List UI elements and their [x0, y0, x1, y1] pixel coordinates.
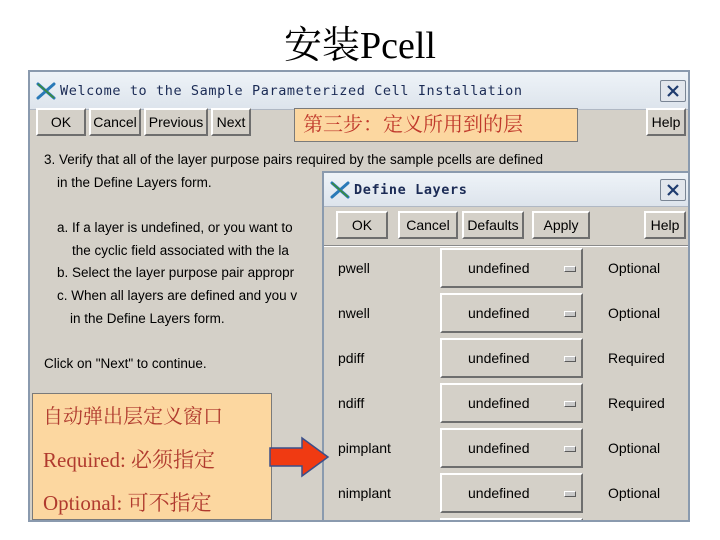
window-title: Welcome to the Sample Parameterized Cell Installation	[60, 83, 523, 99]
option-menu-icon	[564, 311, 576, 317]
layer-row-pwell	[324, 248, 688, 293]
window-close-button[interactable]	[660, 80, 686, 102]
layer-name: nwell	[338, 305, 370, 321]
layer-name: pdiff	[338, 350, 365, 366]
layer-row-pimplant	[324, 428, 688, 473]
cadence-x-icon	[36, 82, 56, 100]
note-optional-line: Optional: 可不指定	[43, 491, 212, 515]
ok-button[interactable]: OK	[36, 108, 86, 136]
layer-requirement: Optional	[608, 440, 661, 456]
define-layers-dialog	[322, 171, 690, 522]
layer-value-menu[interactable]	[440, 248, 583, 288]
dialog-defaults-button[interactable]: Defaults	[462, 211, 524, 239]
layer-row-nimplant	[324, 473, 688, 518]
next-button[interactable]: Next	[211, 108, 251, 136]
layer-name: ndiff	[338, 395, 365, 411]
cancel-button[interactable]: Cancel	[89, 108, 141, 136]
layer-value: undefined	[468, 440, 530, 456]
layer-value-menu-partial[interactable]	[440, 518, 583, 522]
instruction-c-cont: in the Define Layers form.	[70, 311, 225, 326]
layer-value: undefined	[468, 305, 530, 321]
layer-value-menu[interactable]	[440, 473, 583, 513]
instruction-a: a. If a layer is undefined, or you want to	[57, 220, 293, 235]
window-titlebar	[30, 72, 688, 110]
layer-row-nwell	[324, 293, 688, 338]
dialog-ok-button[interactable]: OK	[336, 211, 388, 239]
option-menu-icon	[564, 491, 576, 497]
option-menu-icon	[564, 446, 576, 452]
instruction-step3-cont: in the Define Layers form.	[57, 175, 212, 190]
layer-requirement: Optional	[608, 305, 661, 321]
dialog-cancel-button[interactable]: Cancel	[398, 211, 458, 239]
layer-value-menu[interactable]	[440, 383, 583, 423]
layer-value: undefined	[468, 350, 530, 366]
dialog-title: Define Layers	[354, 182, 468, 198]
layer-requirement: Optional	[608, 485, 661, 501]
dialog-apply-button[interactable]: Apply	[532, 211, 590, 239]
layer-value-menu[interactable]	[440, 293, 583, 333]
option-menu-icon	[564, 266, 576, 272]
layer-value: undefined	[468, 485, 530, 501]
cadence-x-icon	[330, 181, 350, 199]
previous-button[interactable]: Previous	[144, 108, 208, 136]
close-icon	[666, 183, 680, 197]
instruction-b: b. Select the layer purpose pair appropr	[57, 265, 295, 280]
layer-value-menu[interactable]	[440, 428, 583, 468]
dialog-help-button[interactable]: Help	[644, 211, 686, 239]
note-popup-line: 自动弹出层定义窗口	[43, 406, 223, 428]
slide-title: 安装Pcell	[284, 25, 436, 67]
layer-value: undefined	[468, 395, 530, 411]
layer-requirement: Optional	[608, 260, 661, 276]
step-label: 第三步：定义所用到的层	[294, 108, 578, 142]
instruction-c: c. When all layers are defined and you v	[57, 288, 298, 303]
note-required-line: Required: 必须指定	[43, 448, 216, 472]
layer-name: pimplant	[338, 440, 391, 456]
dialog-close-button[interactable]	[660, 179, 686, 201]
red-arrow-icon	[268, 436, 330, 478]
dialog-titlebar	[324, 173, 688, 207]
option-menu-icon	[564, 401, 576, 407]
layer-name: nimplant	[338, 485, 391, 501]
note-callout	[32, 393, 272, 520]
layer-value: undefined	[468, 260, 530, 276]
layer-row-pdiff	[324, 338, 688, 383]
layer-requirement: Required	[608, 395, 665, 411]
help-button[interactable]: Help	[646, 108, 686, 136]
layer-row-ndiff	[324, 383, 688, 428]
layer-value-menu[interactable]	[440, 338, 583, 378]
instruction-a-cont: the cyclic field associated with the la	[72, 243, 289, 258]
layer-requirement: Required	[608, 350, 665, 366]
dialog-separator	[324, 245, 688, 247]
option-menu-icon	[564, 356, 576, 362]
instruction-step3: 3. Verify that all of the layer purpose pairs required by the sample pcells are defined	[44, 152, 544, 167]
instruction-next: Click on "Next" to continue.	[44, 356, 207, 371]
layer-name: pwell	[338, 260, 370, 276]
close-icon	[666, 84, 680, 98]
